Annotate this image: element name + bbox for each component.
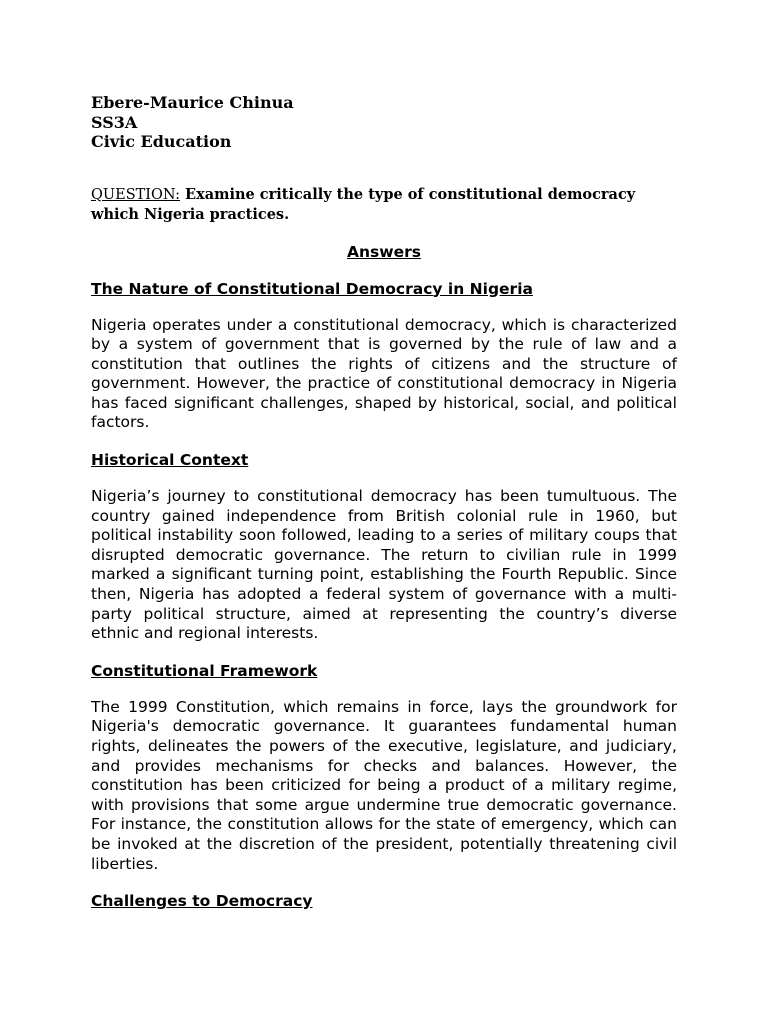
section-heading-challenges: Challenges to Democracy xyxy=(91,892,313,911)
answers-heading: Answers xyxy=(347,242,421,261)
student-name: Ebere-Maurice Chinua xyxy=(91,93,294,112)
section-body-nature: Nigeria operates under a constitutional democracy, which is characterized by a system of government that is governed by the rule of law and a constitution that outlines the rights of citizens and the structure of government. However, the practice of constitutional democracy in Nigeria has faced significant challenges, shaped by historical, social, and political factors. xyxy=(91,315,677,432)
question-text: Examine critically the type of constitutional democracy which Nigeria practices. xyxy=(91,185,636,223)
section-body-historical: Nigeria’s journey to constitutional democracy has been tumultuous. The country gained independence from British colonial rule in 1960, but political instability soon followed, leading to a series of military coups that disrupted democratic governance. The return to civilian rule in 1999 marked a significant turning point, establishing the Fourth Republic. Since then, Nigeria has adopted a federal system of governance with a multi-party political structure, aimed at representing the country’s diverse ethnic and regional interests. xyxy=(91,487,677,643)
section-heading-nature: The Nature of Constitutional Democracy in Nigeria xyxy=(91,279,533,298)
document-page xyxy=(91,93,677,911)
student-info xyxy=(91,93,677,152)
student-class: SS3A xyxy=(91,112,138,132)
section-heading-historical: Historical Context xyxy=(91,451,249,470)
section-body-framework: The 1999 Constitution, which remains in force, lays the groundwork for Nigeria's democratic governance. It guarantees fundamental human rights, delineates the powers of the executive, legislature, and judiciary, and provides mechanisms for checks and balances. However, the constitution has been criticized for being a product of a military regime, with provisions that some argue undermine true democratic governance. For instance, the constitution allows for the state of emergency, which can be invoked at the discretion of the president, potentially threatening civil liberties. xyxy=(91,697,677,873)
subject-name: Civic Education xyxy=(91,132,232,151)
question-label: QUESTION: xyxy=(91,186,180,203)
section-heading-framework: Constitutional Framework xyxy=(91,661,318,680)
question-block xyxy=(91,185,677,224)
